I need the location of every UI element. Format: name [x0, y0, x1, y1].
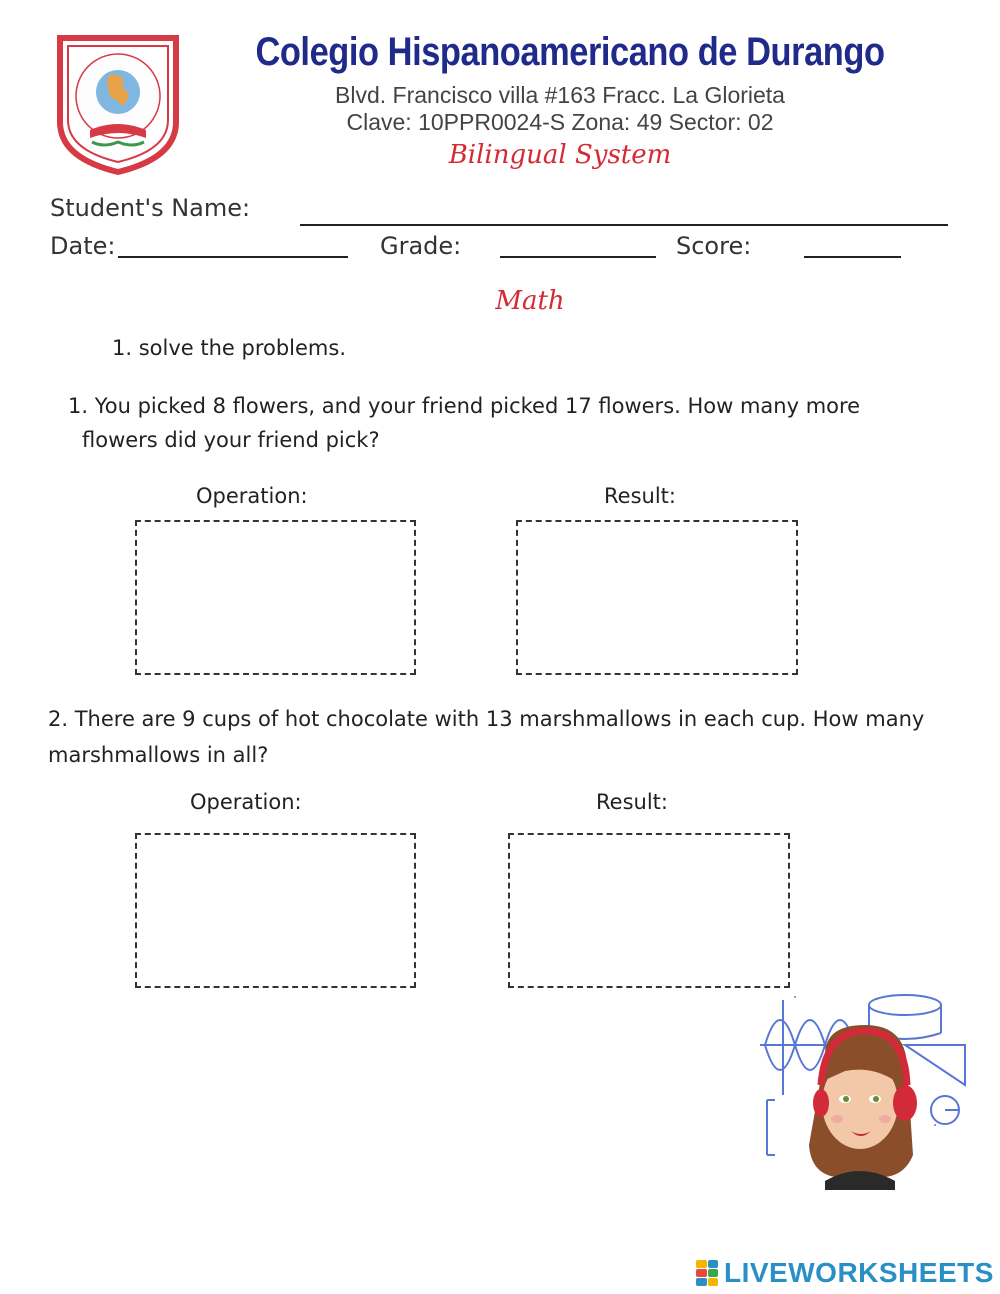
problem-2-operation-label: Operation:	[190, 790, 302, 814]
problem-1-result-box[interactable]	[516, 520, 798, 675]
problem-1-text-line2: flowers did your friend pick?	[82, 428, 380, 452]
program-title: Bilingual System	[448, 140, 672, 170]
problem-2-result-box[interactable]	[508, 833, 790, 988]
liveworksheets-wordmark: LIVEWORKSHEETS	[724, 1257, 994, 1288]
school-name: Colegio Hispanoamericano de Durango	[255, 30, 885, 74]
date-label: Date:	[50, 232, 116, 260]
subject-title: Math	[495, 286, 565, 316]
liveworksheets-logo-icon	[696, 1260, 718, 1286]
student-name-line[interactable]	[300, 224, 948, 226]
problem-1-text-line1: 1. You picked 8 flowers, and your friend picked 17 flowers. How many more	[68, 394, 861, 418]
instruction: 1. solve the problems.	[112, 336, 347, 360]
school-address	[250, 82, 870, 136]
score-line[interactable]	[804, 256, 901, 258]
problem-1-operation-label: Operation:	[196, 484, 308, 508]
school-logo	[52, 30, 184, 176]
score-label: Score:	[676, 232, 752, 260]
address-line-2: Clave: 10PPR0024-S Zona: 49 Sector: 02	[346, 109, 774, 135]
problem-2-operation-box[interactable]	[135, 833, 416, 988]
grade-label: Grade:	[380, 232, 462, 260]
problem-2-result-label: Result:	[596, 790, 668, 814]
problem-2-text-line1: 2. There are 9 cups of hot chocolate with 13 marshmallows in each cup. How many	[48, 707, 925, 731]
teacher-avatar-illustration	[755, 985, 975, 1190]
problem-2-text-line2: marshmallows in all?	[48, 743, 269, 767]
grade-line[interactable]	[500, 256, 656, 258]
problem-1-operation-box[interactable]	[135, 520, 416, 675]
student-name-label: Student's Name:	[50, 194, 251, 222]
address-line-1: Blvd. Francisco villa #163 Fracc. La Glorieta	[335, 82, 785, 108]
liveworksheets-brand[interactable]	[696, 1256, 994, 1290]
problem-1-result-label: Result:	[604, 484, 676, 508]
date-line[interactable]	[118, 256, 348, 258]
